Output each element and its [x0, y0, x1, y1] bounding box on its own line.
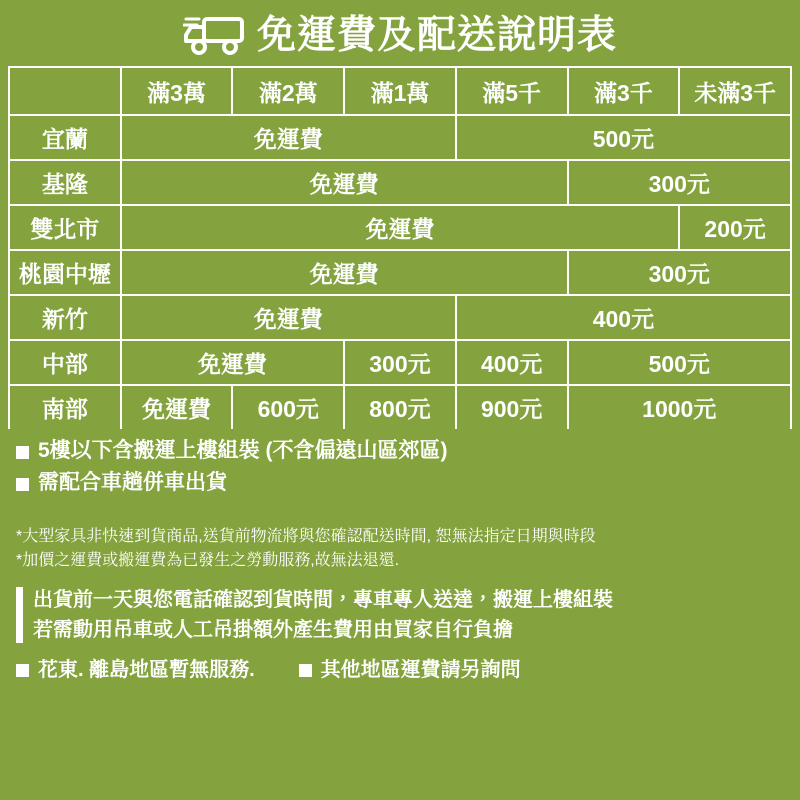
fee-cell: 免運費: [121, 340, 344, 385]
column-header: 滿3萬: [121, 67, 233, 115]
note-item: [16, 439, 784, 463]
note-text: 5樓以下含搬運上樓組裝 (不含偏遠山區郊區): [38, 439, 448, 462]
fee-cell: 300元: [568, 160, 791, 205]
row-header-region: 中部: [9, 340, 121, 385]
highlight-lines: [33, 587, 613, 643]
table-row: [9, 385, 791, 429]
row-header-region: 南部: [9, 385, 121, 429]
table-header-row: [9, 67, 791, 115]
fee-cell: 免運費: [121, 250, 568, 295]
table-row: [9, 340, 791, 385]
fineprint-section: [0, 503, 800, 573]
fee-cell: 900元: [456, 385, 568, 429]
column-header: 未滿3千: [679, 67, 791, 115]
shipping-table-wrap: [0, 66, 800, 429]
page-title: 免運費及配送說明表: [256, 13, 617, 57]
fineprint-line: *大型家具非快速到貨商品,送貨前物流將與您確認配送時間, 恕無法指定日期與時段: [16, 528, 596, 546]
square-bullet-icon: [299, 664, 312, 677]
row-header-region: 桃園中壢: [9, 250, 121, 295]
row-header-region: 宜蘭: [9, 115, 121, 160]
square-bullet-icon: [16, 478, 29, 491]
shipping-fee-table: [8, 66, 792, 429]
fee-cell: 免運費: [121, 205, 680, 250]
fee-cell: 400元: [456, 295, 791, 340]
fee-cell: 200元: [679, 205, 791, 250]
vertical-bar-icon: [16, 587, 23, 643]
page-header: [0, 0, 800, 66]
square-bullet-icon: [16, 664, 29, 677]
row-header-region: 雙北市: [9, 205, 121, 250]
column-header: 滿1萬: [344, 67, 456, 115]
footer-note-text: 其他地區運費請另詢問: [320, 659, 521, 682]
highlight-line: 若需動用吊車或人工吊掛額外產生費用由買家自行負擔: [33, 619, 513, 642]
table-row: [9, 160, 791, 205]
fee-cell: 免運費: [121, 160, 568, 205]
column-header: 滿5千: [456, 67, 568, 115]
highlight-line: 出貨前一天與您電話確認到貨時間，專車專人送達，搬運上樓組裝: [33, 589, 613, 612]
table-corner-cell: [9, 67, 121, 115]
table-row: [9, 250, 791, 295]
note-text: 需配合車趟併車出貨: [38, 471, 227, 495]
square-bullet-icon: [16, 446, 29, 459]
fineprint-line: *加價之運費或搬運費為已發生之勞動服務,故無法退還.: [16, 552, 400, 570]
row-header-region: 新竹: [9, 295, 121, 340]
truck-icon: [183, 13, 247, 57]
fee-cell: 1000元: [568, 385, 791, 429]
fee-cell: 免運費: [121, 385, 233, 429]
column-header: 滿2萬: [232, 67, 344, 115]
row-header-region: 基隆: [9, 160, 121, 205]
table-row: [9, 205, 791, 250]
highlight-block: [0, 573, 800, 643]
notes-section: [0, 429, 800, 495]
fee-cell: 400元: [456, 340, 568, 385]
note-item: [16, 471, 784, 495]
table-head: [9, 67, 791, 115]
fee-cell: 免運費: [121, 115, 456, 160]
fee-cell: 免運費: [121, 295, 456, 340]
footer-note-text: 花東. 離島地區暫無服務.: [38, 659, 255, 682]
column-header: 滿3千: [568, 67, 680, 115]
fee-cell: 300元: [344, 340, 456, 385]
fee-cell: 300元: [568, 250, 791, 295]
fee-cell: 500元: [456, 115, 791, 160]
table-row: [9, 295, 791, 340]
fee-cell: 500元: [568, 340, 791, 385]
table-row: [9, 115, 791, 160]
fee-cell: 800元: [344, 385, 456, 429]
footer-notes-section: [0, 643, 800, 682]
fee-cell: 600元: [232, 385, 344, 429]
table-body: [9, 115, 791, 429]
